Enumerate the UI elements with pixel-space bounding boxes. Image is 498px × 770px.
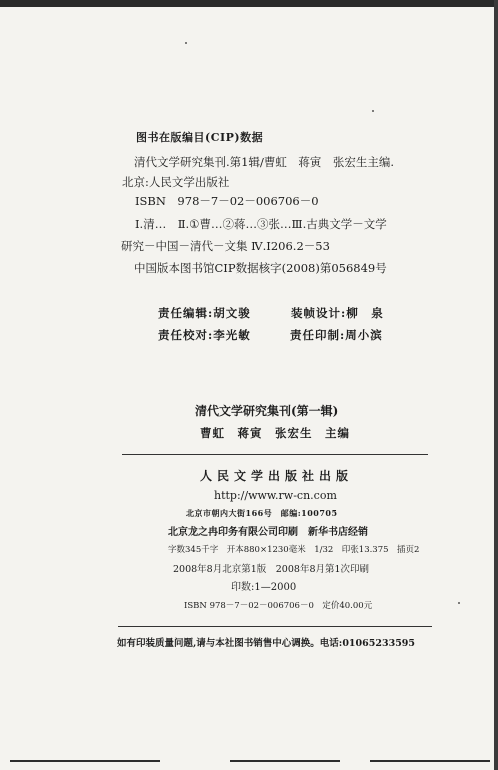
print-run: 印数:1—2000 bbox=[231, 582, 297, 593]
colophon-divider bbox=[122, 454, 428, 455]
printing-supervisor: 责任印制:周小滨 bbox=[290, 328, 383, 342]
cip-isbn-line: ISBN 978－7－02－006706－0 bbox=[135, 194, 319, 208]
cip-title-line: 清代文学研究集刊.第1辑/曹虹 蒋寅 张宏生主编. bbox=[134, 155, 394, 169]
cip-classification-line: 研究－中国－清代－文集 Ⅳ.I206.2－53 bbox=[121, 239, 330, 253]
page-right-border bbox=[494, 0, 498, 770]
bottom-edge-mark bbox=[10, 760, 160, 762]
book-title: 清代文学研究集刊(第一辑) bbox=[195, 404, 339, 418]
notice-divider bbox=[118, 626, 432, 627]
cip-subject-line: Ⅰ.清… Ⅱ.①曹…②蒋…③张…Ⅲ.古典文学－文学 bbox=[135, 217, 387, 231]
printer-line: 北京龙之冉印务有限公司印刷 新华书店经销 bbox=[168, 527, 368, 538]
responsible-proofreader: 责任校对:李光敏 bbox=[158, 328, 251, 342]
bottom-edge-mark bbox=[230, 760, 340, 762]
format-specs: 字数345千字 开本880×1230毫米 1/32 印张13.375 插页2 bbox=[168, 545, 420, 555]
scan-speck bbox=[185, 42, 187, 44]
bottom-edge-mark bbox=[370, 760, 490, 762]
isbn-price: ISBN 978－7－02－006706－0 定价40.00元 bbox=[184, 601, 373, 611]
publisher-website: http://www.rw-cn.com bbox=[214, 489, 337, 502]
quality-notice: 如有印装质量问题,请与本社图书销售中心调换。电话:01065233595 bbox=[117, 638, 416, 649]
cip-publisher-line: 北京:人民文学出版社 bbox=[122, 175, 230, 189]
responsible-editor: 责任编辑:胡文骏 bbox=[158, 306, 251, 320]
scan-speck bbox=[458, 602, 460, 604]
edition-info: 2008年8月北京第1版 2008年8月第1次印刷 bbox=[173, 564, 370, 575]
scan-speck bbox=[372, 110, 374, 112]
cip-record-number: 中国版本图书馆CIP数据核字(2008)第056849号 bbox=[134, 261, 387, 275]
page-top-border bbox=[0, 0, 498, 7]
book-editors: 曹虹 蒋寅 张宏生 主编 bbox=[200, 426, 350, 440]
publisher: 人民文学出版社出版 bbox=[200, 469, 354, 483]
cip-heading: 图书在版编目(CIP)数据 bbox=[136, 131, 264, 144]
publisher-address: 北京市朝内大街166号 邮编:100705 bbox=[186, 508, 338, 518]
cover-designer: 装帧设计:柳 泉 bbox=[291, 306, 384, 320]
